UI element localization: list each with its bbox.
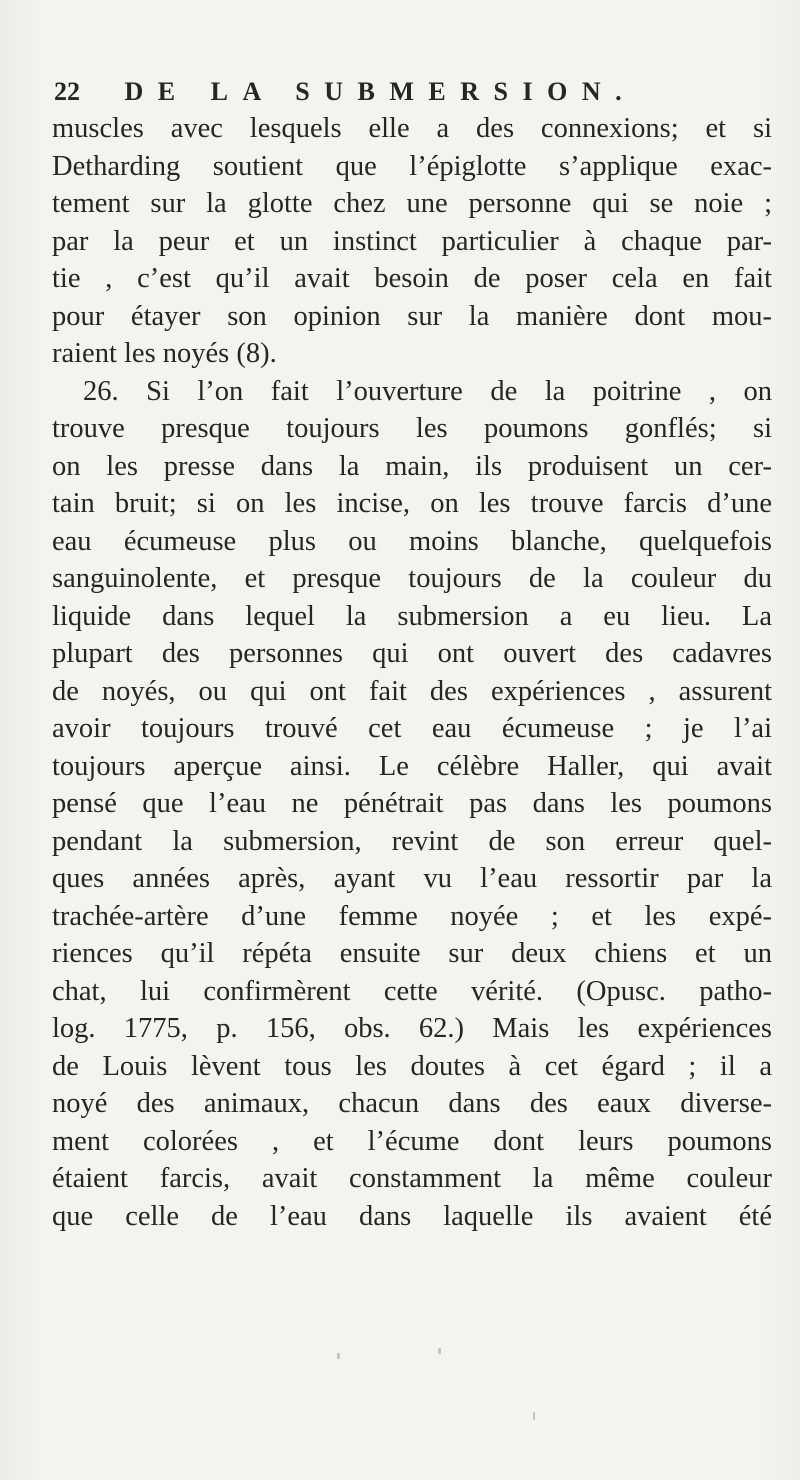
text-line: Detharding soutient que l’épiglotte s’applique exac- (52, 150, 772, 182)
text-line: sanguinolente, et presque toujours de la couleur du (52, 563, 772, 594)
text-line: raient les noyés (8). (52, 338, 277, 369)
text-line: chat, lui confirmèrent cette vérité. (Opusc. patho- (52, 975, 772, 1007)
text-line: eau écumeuse plus ou moins blanche, quelquefois (52, 525, 772, 557)
text-line: noyé des animaux, chacun dans des eaux diverse- (52, 1088, 772, 1119)
running-title: DE LA SUBMERSION. (124, 77, 637, 106)
text-line: on les presse dans la main, ils produisent un cer- (52, 450, 772, 482)
text-line: ques années après, ayant vu l’eau ressortir par la (52, 863, 772, 894)
text-line: par la peur et un instinct particulier à chaque par- (52, 225, 772, 257)
text-line: pensé que l’eau ne pénétrait pas dans les poumons (52, 788, 772, 819)
text-line: ment colorées , et l’écume dont leurs poumons (52, 1125, 772, 1157)
text-line: de noyés, ou qui ont fait des expériences , assurent (52, 675, 772, 707)
text-line: pendant la submersion, revint de son erreur quel- (52, 825, 772, 857)
page-header (54, 74, 694, 110)
text-line: tain bruit; si on les incise, on les trouve farcis d’une (52, 488, 772, 519)
text-line: tie , c’est qu’il avait besoin de poser cela en fait (52, 263, 772, 294)
text-line: pour étayer son opinion sur la manière dont mou- (52, 300, 772, 332)
text-line: liquide dans lequel la submersion a eu lieu. La (52, 600, 772, 632)
page-number: 22 (54, 77, 80, 106)
text-line: trouve presque toujours les poumons gonflés; si (52, 413, 772, 444)
text-line: tement sur la glotte chez une personne qui se noie ; (52, 188, 772, 219)
ink-speck-mark (337, 1353, 340, 1359)
ink-speck-mark (533, 1412, 535, 1420)
text-line: de Louis lèvent tous les doutes à cet égard ; il a (52, 1050, 772, 1082)
text-line: riences qu’il répéta ensuite sur deux chiens et un (52, 938, 772, 969)
body-text (52, 110, 772, 1235)
text-line: toujours aperçue ainsi. Le célèbre Haller, qui avait (52, 750, 772, 782)
text-line: trachée-artère d’une femme noyée ; et les expé- (52, 900, 772, 932)
text-line: avoir toujours trouvé cet eau écumeuse ; je l’ai (52, 713, 772, 744)
text-line: log. 1775, p. 156, obs. 62.) Mais les expériences (52, 1013, 772, 1044)
text-line: que celle de l’eau dans laquelle ils avaient été (52, 1200, 772, 1232)
text-line: muscles avec lesquels elle a des connexions; et si (52, 113, 772, 144)
paragraph-start-line: 26. Si l’on fait l’ouverture de la poitrine , on (83, 375, 772, 407)
ink-speck-mark (438, 1348, 441, 1354)
text-line: plupart des personnes qui ont ouvert des cadavres (52, 638, 772, 669)
text-line: étaient farcis, avait constamment la même couleur (52, 1163, 772, 1194)
